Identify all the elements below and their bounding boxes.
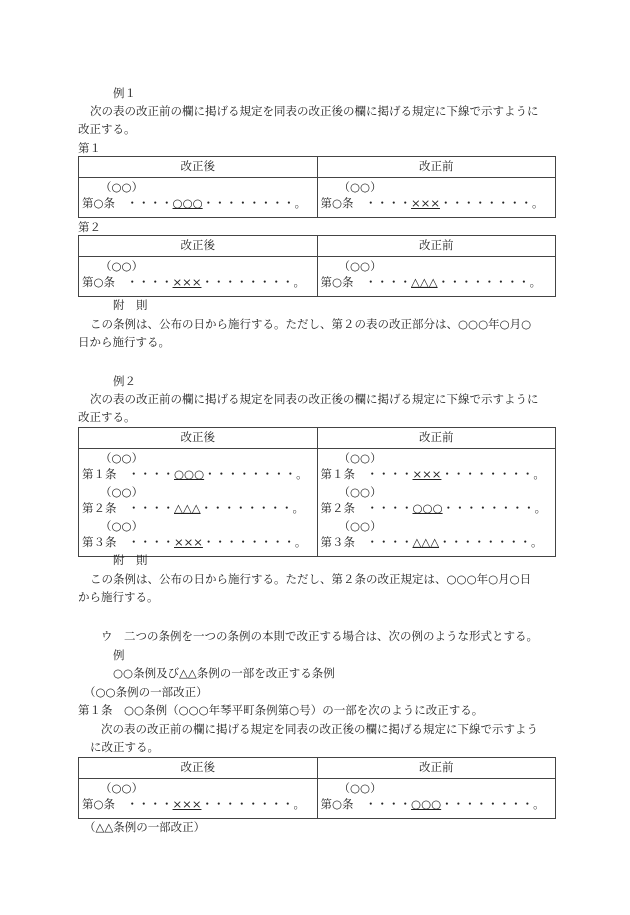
amended-text: ××× — [412, 467, 442, 481]
column-header-before: 改正前 — [317, 157, 556, 178]
leader-dots: ・・・・・・・・。 — [437, 275, 542, 289]
article-number: （○○） — [338, 781, 382, 795]
cell-after — [79, 257, 318, 297]
comparison-table-4 — [78, 757, 556, 819]
leader-dots: ・・・・ — [366, 501, 413, 515]
table2-label: 第２ — [78, 220, 101, 234]
subheading-1: （○○条例の一部改正） — [84, 685, 208, 699]
leader-dots: ・・・・・・・・。 — [439, 535, 543, 549]
column-header-before: 改正前 — [317, 236, 556, 257]
column-header-after: 改正後 — [79, 157, 318, 178]
leader-dots: ・・・・ — [365, 275, 412, 289]
article-number: （○○） — [338, 485, 382, 499]
article-label: 第１条 — [82, 467, 117, 481]
article-label: 第２条 — [320, 501, 355, 515]
example-label: 例 — [113, 648, 125, 662]
leader-dots: ・・・・ — [126, 275, 173, 289]
amended-text: △△△ — [411, 275, 438, 289]
example1-intro-line1: 次の表の改正前の欄に掲げる規定を同表の改正後の欄に掲げる規定に下線で示すように — [90, 104, 539, 118]
comparison-table-2 — [78, 235, 556, 297]
leader-dots: ・・・・・・・・。 — [202, 196, 307, 210]
cell-after — [79, 178, 318, 218]
column-header-before: 改正前 — [317, 428, 556, 449]
leader-dots: ・・・・ — [128, 501, 174, 515]
example2-intro-line1: 次の表の改正前の欄に掲げる規定を同表の改正後の欄に掲げる規定に下線で示すように — [90, 392, 539, 406]
comparison-table-3 — [78, 427, 556, 557]
subheading-2: （△△条例の一部改正） — [84, 820, 206, 834]
article-label: 第○条 — [320, 797, 354, 811]
article-number: （○○） — [100, 259, 144, 273]
article-label: 第３条 — [82, 535, 117, 549]
cell-before — [317, 449, 556, 557]
leader-dots: ・・・・・・・・。 — [204, 467, 308, 481]
supplementary-provisions-title: 附 則 — [113, 298, 148, 312]
article-label: 第○条 — [320, 275, 354, 289]
leader-dots: ・・・・・・・・。 — [441, 797, 545, 811]
amended-text: ××× — [411, 196, 440, 210]
article-1-text: 第１条 ○○条例（○○○年琴平町条例第○号）の一部を次のように改正する。 — [78, 703, 484, 717]
example2-intro-line2: 改正する。 — [78, 410, 136, 424]
leader-dots: ・・・・ — [128, 535, 174, 549]
leader-dots: ・・・・ — [365, 797, 412, 811]
leader-dots: ・・・・ — [366, 535, 413, 549]
article-label: 第１条 — [320, 467, 355, 481]
cell-after — [79, 449, 318, 557]
supplementary-text-line1: この条例は、公布の日から施行する。ただし、第２の表の改正部分は、○○○年○月○ — [90, 317, 532, 331]
example2-heading: 例２ — [113, 374, 136, 388]
comparison-table-1 — [78, 156, 556, 218]
leader-dots: ・・・・・・・・。 — [200, 501, 305, 515]
leader-dots: ・・・・・・・・。 — [201, 797, 305, 811]
leader-dots: ・・・・ — [128, 467, 174, 481]
article-label: 第○条 — [82, 275, 116, 289]
cell-before — [317, 178, 556, 218]
leader-dots: ・・・・ — [366, 467, 413, 481]
article-number: （○○） — [100, 180, 144, 194]
column-header-before: 改正前 — [317, 758, 556, 779]
table1-label: 第１ — [78, 141, 101, 155]
cell-before — [317, 779, 556, 819]
cell-after — [79, 779, 318, 819]
article-number: （○○） — [100, 451, 144, 465]
example1-intro-line2: 改正する。 — [78, 122, 136, 136]
section-u-intro-line2: に改正する。 — [90, 740, 159, 754]
column-header-after: 改正後 — [79, 236, 318, 257]
example1-heading: 例１ — [113, 86, 136, 100]
article-label: 第○条 — [320, 196, 354, 210]
leader-dots: ・・・・ — [126, 797, 173, 811]
leader-dots: ・・・・ — [126, 196, 173, 210]
leader-dots: ・・・・・・・・。 — [201, 275, 305, 289]
article-label: 第○条 — [82, 797, 116, 811]
article-label: 第３条 — [320, 535, 355, 549]
article-number: （○○） — [100, 519, 144, 533]
section-u-intro-line1: 次の表の改正前の欄に掲げる規定を同表の改正後の欄に掲げる規定に下線で示すよう — [101, 722, 538, 736]
ordinance-title: ○○条例及び△△条例の一部を改正する条例 — [113, 666, 335, 680]
cell-before — [317, 257, 556, 297]
amended-text: △△△ — [412, 535, 440, 549]
amended-text: △△△ — [174, 501, 201, 515]
column-header-after: 改正後 — [79, 428, 318, 449]
leader-dots: ・・・・・・・・。 — [202, 535, 307, 549]
amended-text: ○○○ — [174, 467, 205, 481]
supplementary-text-line1: この条例は、公布の日から施行する。ただし、第２条の改正規定は、○○○年○月○日 — [90, 572, 532, 586]
leader-dots: ・・・・・・・・。 — [441, 467, 545, 481]
article-label: 第○条 — [82, 196, 116, 210]
article-number: （○○） — [100, 781, 144, 795]
article-number: （○○） — [338, 180, 382, 194]
article-number: （○○） — [338, 259, 382, 273]
supplementary-provisions-title: 附 則 — [113, 553, 148, 567]
article-number: （○○） — [338, 519, 382, 533]
amended-text: ○○○ — [412, 501, 443, 515]
leader-dots: ・・・・ — [365, 196, 412, 210]
article-label: 第２条 — [82, 501, 117, 515]
amended-text: ××× — [172, 275, 202, 289]
supplementary-text-line2: から施行する。 — [78, 590, 159, 604]
column-header-after: 改正後 — [79, 758, 318, 779]
article-number: （○○） — [100, 485, 144, 499]
leader-dots: ・・・・・・・・。 — [439, 196, 544, 210]
amended-text: ○○○ — [411, 797, 442, 811]
supplementary-text-line2: 日から施行する。 — [78, 335, 170, 349]
section-u-text: ウ 二つの条例を一つの条例の本則で改正する場合は、次の例のような形式とする。 — [101, 629, 538, 643]
article-number: （○○） — [338, 451, 382, 465]
leader-dots: ・・・・・・・・。 — [442, 501, 547, 515]
amended-text: ○○○ — [172, 196, 203, 210]
amended-text: ××× — [174, 535, 203, 549]
amended-text: ××× — [172, 797, 202, 811]
